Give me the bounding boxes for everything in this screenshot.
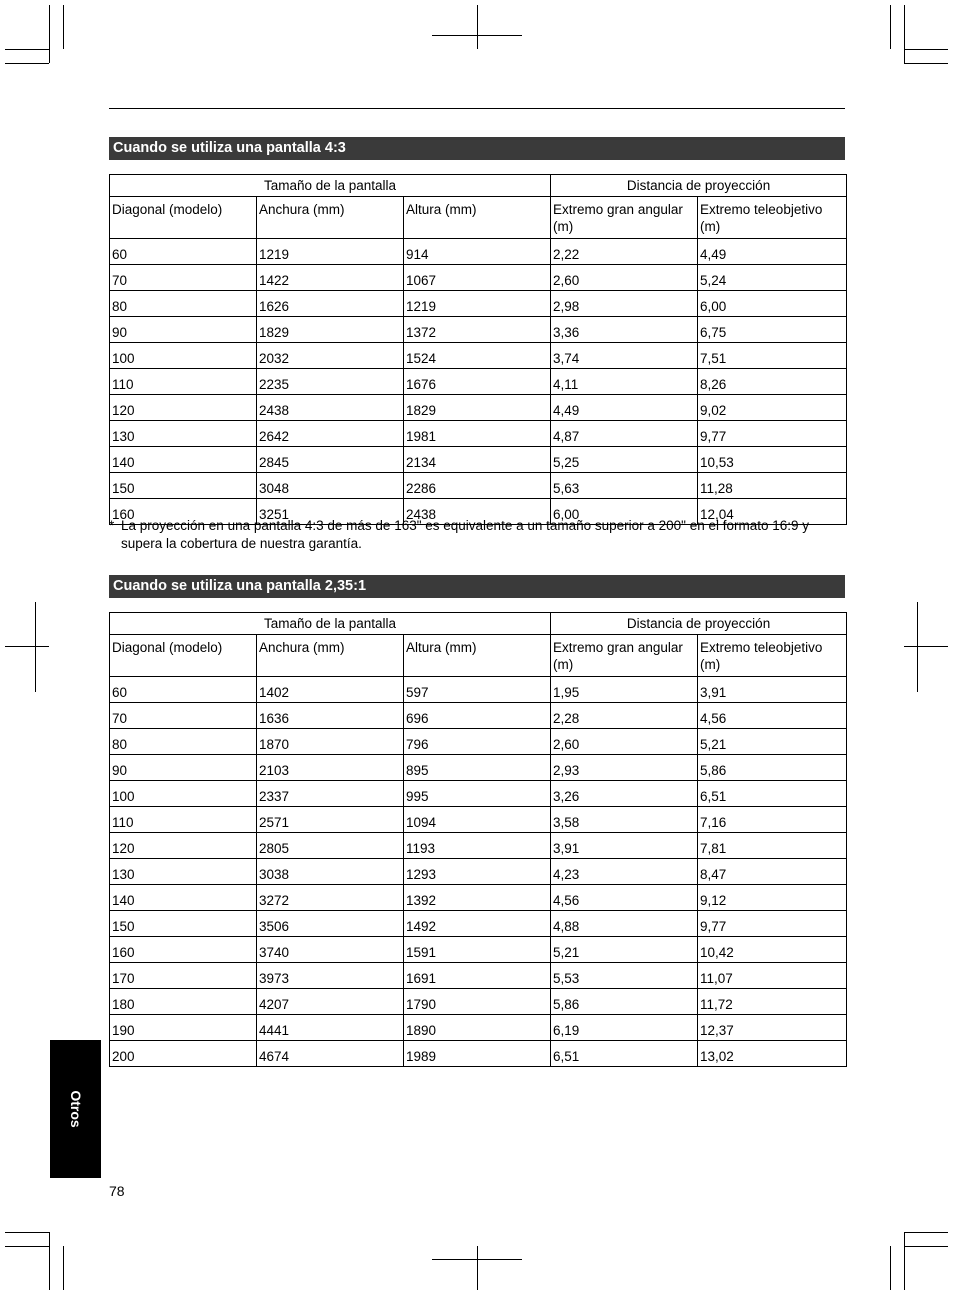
table-cell: 2286 [404, 473, 551, 499]
table-cell: 60 [110, 677, 257, 703]
table-cell: 914 [404, 239, 551, 265]
table-cell: 110 [110, 369, 257, 395]
table-cell: 170 [110, 963, 257, 989]
column-header: Diagonal (modelo) [110, 197, 257, 239]
table-cell: 160 [110, 937, 257, 963]
table-row [110, 343, 847, 369]
table-cell: 3251 [257, 499, 404, 525]
column-header: Altura (mm) [404, 197, 551, 239]
table-cell: 4,56 [698, 703, 847, 729]
table-row [110, 1041, 847, 1067]
table-cell: 1691 [404, 963, 551, 989]
column-header: Extremo gran angular (m) [551, 197, 698, 239]
footnote-text: La proyección en una pantalla 4:3 de más de 163" es equivalente a un tamaño superior a 200" en el formato 16:9 y supera la cobertura de nuestra garantía. [121, 518, 810, 551]
table-row [110, 859, 847, 885]
table-cell: 3048 [257, 473, 404, 499]
table-cell: 11,07 [698, 963, 847, 989]
page-number: 78 [109, 1183, 125, 1199]
table-cell: 1870 [257, 729, 404, 755]
table-cell: 3272 [257, 885, 404, 911]
table-cell: 2438 [257, 395, 404, 421]
table-cell: 1067 [404, 265, 551, 291]
table-cell: 6,00 [551, 499, 698, 525]
table-cell: 9,12 [698, 885, 847, 911]
table-cell: 2032 [257, 343, 404, 369]
table-cell: 9,77 [698, 911, 847, 937]
group-header-screen-size: Tamaño de la pantalla [110, 613, 551, 635]
table-cell: 4,11 [551, 369, 698, 395]
table-cell: 70 [110, 703, 257, 729]
table-cell: 4441 [257, 1015, 404, 1041]
table-cell: 90 [110, 317, 257, 343]
table-cell: 6,75 [698, 317, 847, 343]
table-cell: 8,47 [698, 859, 847, 885]
table-cell: 796 [404, 729, 551, 755]
table-cell: 597 [404, 677, 551, 703]
table-cell: 2,22 [551, 239, 698, 265]
side-tab [50, 1040, 101, 1178]
table-cell: 3,74 [551, 343, 698, 369]
table-cell: 3506 [257, 911, 404, 937]
table-cell: 9,02 [698, 395, 847, 421]
table-cell: 120 [110, 833, 257, 859]
column-header: Altura (mm) [404, 635, 551, 677]
table-cell: 2103 [257, 755, 404, 781]
footnote [109, 517, 849, 553]
table-cell: 5,53 [551, 963, 698, 989]
table-cell: 80 [110, 291, 257, 317]
table-cell: 6,00 [698, 291, 847, 317]
table-cell: 3740 [257, 937, 404, 963]
table-cell: 1219 [257, 239, 404, 265]
table-cell: 12,04 [698, 499, 847, 525]
table-cell: 2,93 [551, 755, 698, 781]
table-row [110, 395, 847, 421]
table-cell: 4,87 [551, 421, 698, 447]
table-cell: 3,91 [698, 677, 847, 703]
table-cell: 2,98 [551, 291, 698, 317]
table-row [110, 677, 847, 703]
table-cell: 4,49 [551, 395, 698, 421]
table-cell: 10,53 [698, 447, 847, 473]
table-cell: 4,56 [551, 885, 698, 911]
table-cell: 1492 [404, 911, 551, 937]
column-header: Extremo teleobjetivo (m) [698, 635, 847, 677]
table-cell: 2845 [257, 447, 404, 473]
table-cell: 1636 [257, 703, 404, 729]
table-cell: 7,16 [698, 807, 847, 833]
table-cell: 9,77 [698, 421, 847, 447]
table-cell: 7,81 [698, 833, 847, 859]
table-cell: 3,26 [551, 781, 698, 807]
table-cell: 995 [404, 781, 551, 807]
table-cell: 5,25 [551, 447, 698, 473]
table-cell: 4,49 [698, 239, 847, 265]
table-cell: 3,58 [551, 807, 698, 833]
table-cell: 190 [110, 1015, 257, 1041]
table-row [110, 807, 847, 833]
table-row [110, 885, 847, 911]
table-cell: 150 [110, 911, 257, 937]
table-cell: 5,63 [551, 473, 698, 499]
top-rule [109, 108, 845, 109]
table-cell: 110 [110, 807, 257, 833]
table-cell: 100 [110, 781, 257, 807]
table-row [110, 421, 847, 447]
table-cell: 130 [110, 859, 257, 885]
table-row [110, 833, 847, 859]
table-cell: 1989 [404, 1041, 551, 1067]
table-cell: 5,21 [698, 729, 847, 755]
table-cell: 1392 [404, 885, 551, 911]
table-cell: 2805 [257, 833, 404, 859]
table-cell: 11,72 [698, 989, 847, 1015]
table-cell: 2134 [404, 447, 551, 473]
table-cell: 150 [110, 473, 257, 499]
table-cell: 1981 [404, 421, 551, 447]
table-row [110, 963, 847, 989]
table-cell: 6,51 [551, 1041, 698, 1067]
table-cell: 2235 [257, 369, 404, 395]
column-header: Diagonal (modelo) [110, 635, 257, 677]
table-cell: 100 [110, 343, 257, 369]
table-cell: 4,88 [551, 911, 698, 937]
table-cell: 140 [110, 885, 257, 911]
table-cell: 2,60 [551, 729, 698, 755]
section-title-2-35-1: Cuando se utiliza una pantalla 2,35:1 [109, 575, 845, 598]
table-cell: 1402 [257, 677, 404, 703]
table-cell: 5,21 [551, 937, 698, 963]
table-cell: 6,51 [698, 781, 847, 807]
table-cell: 2642 [257, 421, 404, 447]
section-title-4-3: Cuando se utiliza una pantalla 4:3 [109, 137, 845, 160]
side-tab-label: Otros [67, 1090, 84, 1128]
table-cell: 1293 [404, 859, 551, 885]
table-cell: 12,37 [698, 1015, 847, 1041]
table-cell: 3,91 [551, 833, 698, 859]
table-cell: 1626 [257, 291, 404, 317]
table-row [110, 239, 847, 265]
table-row [110, 317, 847, 343]
table-row [110, 703, 847, 729]
table-cell: 70 [110, 265, 257, 291]
table-cell: 2438 [404, 499, 551, 525]
table-row [110, 911, 847, 937]
table-cell: 696 [404, 703, 551, 729]
column-header: Extremo teleobjetivo (m) [698, 197, 847, 239]
table-cell: 1524 [404, 343, 551, 369]
table-cell: 140 [110, 447, 257, 473]
table-cell: 80 [110, 729, 257, 755]
table-cell: 120 [110, 395, 257, 421]
group-header-screen-size: Tamaño de la pantalla [110, 175, 551, 197]
table-cell: 5,86 [698, 755, 847, 781]
table-row [110, 729, 847, 755]
table-cell: 1591 [404, 937, 551, 963]
group-header-projection-distance: Distancia de proyección [551, 613, 847, 635]
group-header-projection-distance: Distancia de proyección [551, 175, 847, 197]
table-cell: 4674 [257, 1041, 404, 1067]
table-row [110, 291, 847, 317]
projection-table-4-3 [109, 174, 847, 525]
table-cell: 5,24 [698, 265, 847, 291]
table-cell: 11,28 [698, 473, 847, 499]
table-cell: 1890 [404, 1015, 551, 1041]
table-row [110, 781, 847, 807]
table-cell: 6,19 [551, 1015, 698, 1041]
table-cell: 1193 [404, 833, 551, 859]
table-cell: 2571 [257, 807, 404, 833]
table-cell: 1094 [404, 807, 551, 833]
table-row [110, 1015, 847, 1041]
table-cell: 180 [110, 989, 257, 1015]
table-cell: 1829 [257, 317, 404, 343]
table-cell: 3038 [257, 859, 404, 885]
table-cell: 200 [110, 1041, 257, 1067]
table-row [110, 473, 847, 499]
table-cell: 2,28 [551, 703, 698, 729]
table-row [110, 755, 847, 781]
table-cell: 3,36 [551, 317, 698, 343]
table-row [110, 369, 847, 395]
table-cell: 90 [110, 755, 257, 781]
projection-table-2-35-1 [109, 612, 847, 1067]
table-cell: 1219 [404, 291, 551, 317]
footnote-mark: * [109, 518, 115, 533]
table-cell: 10,42 [698, 937, 847, 963]
table-row [110, 937, 847, 963]
table-cell: 895 [404, 755, 551, 781]
table-cell: 1790 [404, 989, 551, 1015]
column-header: Anchura (mm) [257, 197, 404, 239]
table-cell: 5,86 [551, 989, 698, 1015]
table-cell: 60 [110, 239, 257, 265]
table-cell: 2,60 [551, 265, 698, 291]
table-row [110, 265, 847, 291]
column-header: Anchura (mm) [257, 635, 404, 677]
column-header: Extremo gran angular (m) [551, 635, 698, 677]
table-cell: 2337 [257, 781, 404, 807]
table-cell: 1422 [257, 265, 404, 291]
table-cell: 1,95 [551, 677, 698, 703]
table-cell: 13,02 [698, 1041, 847, 1067]
table-cell: 8,26 [698, 369, 847, 395]
table-cell: 1372 [404, 317, 551, 343]
table-cell: 130 [110, 421, 257, 447]
table-cell: 7,51 [698, 343, 847, 369]
table-cell: 1829 [404, 395, 551, 421]
table-cell: 160 [110, 499, 257, 525]
table-cell: 4207 [257, 989, 404, 1015]
table-cell: 4,23 [551, 859, 698, 885]
table-cell: 1676 [404, 369, 551, 395]
table-row [110, 447, 847, 473]
table-row [110, 989, 847, 1015]
table-cell: 3973 [257, 963, 404, 989]
